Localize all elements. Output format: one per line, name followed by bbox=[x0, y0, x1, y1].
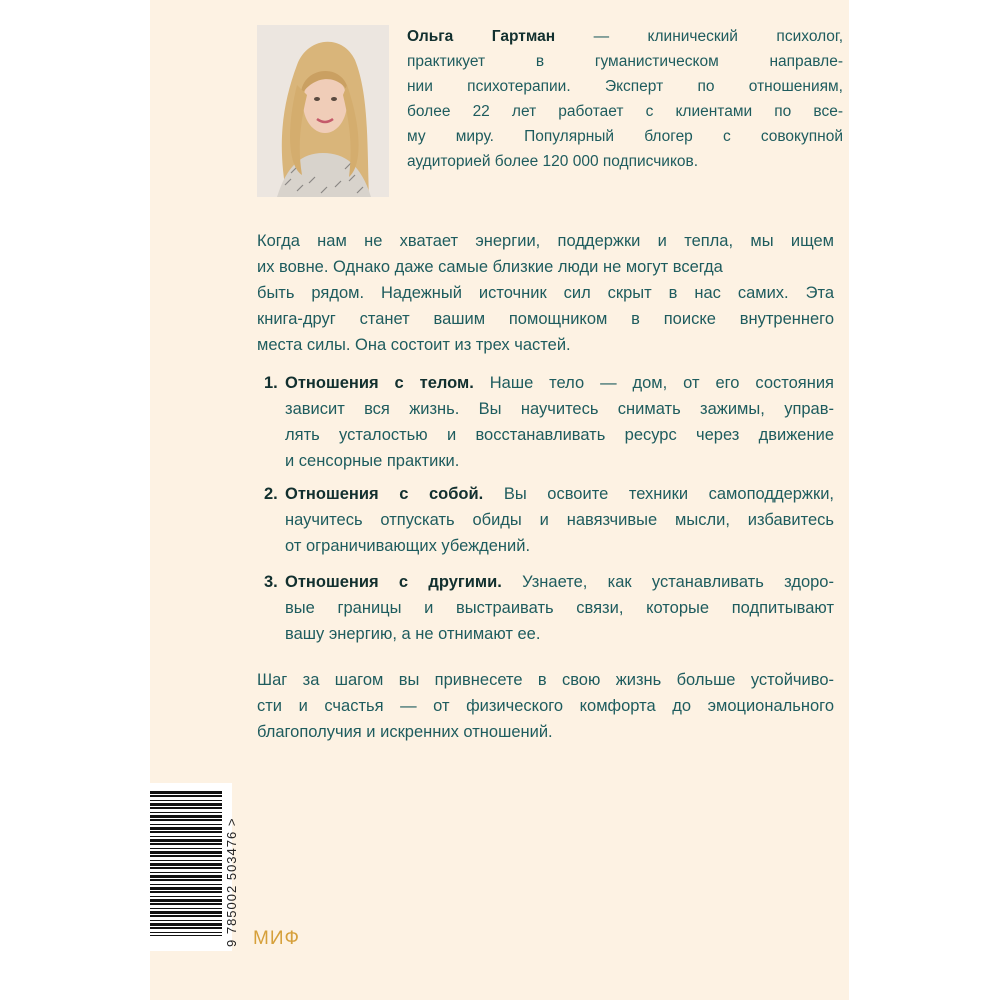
part-number: 2. bbox=[264, 485, 278, 503]
barcode-bar bbox=[150, 887, 222, 890]
barcode-bar bbox=[150, 836, 222, 837]
barcode-bar bbox=[150, 863, 222, 866]
author-name: Ольга Гартман bbox=[407, 28, 556, 45]
barcode-bar bbox=[150, 908, 222, 909]
barcode-bar bbox=[150, 843, 222, 845]
bio-line: аудиторией более 120 000 подписчиков. bbox=[407, 153, 699, 170]
intro-paragraph bbox=[257, 228, 834, 358]
barcode-bar bbox=[150, 896, 222, 897]
barcode-bar bbox=[150, 875, 222, 878]
part-line: Узнаете, как устанавливать здоро- bbox=[501, 573, 834, 591]
part-title: Отношения с собой. bbox=[285, 485, 484, 503]
barcode-bar bbox=[150, 800, 222, 801]
part-line: Вы освоите техники самоподдержки, bbox=[483, 485, 834, 503]
part-title: Отношения с телом. bbox=[285, 374, 474, 392]
barcode-bar bbox=[150, 791, 222, 794]
intro-line: Когда нам не хватает энергии, поддержки и тепла, мы ищем bbox=[257, 232, 834, 250]
barcode-bar bbox=[150, 899, 222, 902]
part-item-others bbox=[264, 569, 834, 647]
part-line: зависит вся жизнь. Вы научитесь снимать зажимы, управ- bbox=[285, 400, 834, 418]
barcode-bar bbox=[150, 807, 222, 809]
barcode-bars bbox=[150, 791, 222, 936]
part-line: вашу энергию, а не отнимают ее. bbox=[285, 625, 541, 643]
barcode-bar bbox=[150, 839, 222, 842]
barcode-bar bbox=[150, 819, 222, 821]
part-item-self bbox=[264, 481, 834, 559]
bio-line: практикует в гуманистическом направле- bbox=[407, 53, 843, 70]
barcode-bar bbox=[150, 872, 222, 873]
part-number: 1. bbox=[264, 374, 278, 392]
part-line: от ограничивающих убеждений. bbox=[285, 537, 531, 555]
barcode-bar bbox=[150, 932, 222, 933]
barcode-bar bbox=[150, 879, 222, 881]
bio-line: более 22 лет работает с клиентами по все- bbox=[407, 103, 843, 120]
outro-paragraph bbox=[257, 667, 834, 745]
barcode-bar bbox=[150, 935, 222, 936]
barcode-bar bbox=[150, 915, 222, 917]
barcode-bar bbox=[150, 812, 222, 813]
barcode-bar bbox=[150, 867, 222, 869]
barcode-bar bbox=[150, 903, 222, 905]
barcode-bar bbox=[150, 848, 222, 849]
intro-line: места силы. Она состоит из трех частей. bbox=[257, 336, 571, 354]
publisher-logo: МИФ bbox=[253, 928, 300, 949]
barcode-bar bbox=[150, 927, 222, 929]
bio-line: — клинический психолог, bbox=[555, 28, 843, 45]
part-line: вые границы и выстраивать связи, которые подпитывают bbox=[285, 599, 834, 617]
barcode-bar bbox=[150, 803, 222, 806]
author-bio bbox=[407, 24, 843, 174]
barcode-bar bbox=[150, 923, 222, 926]
barcode-bar bbox=[150, 827, 222, 830]
outro-line: благополучия и искренних отношений. bbox=[257, 723, 553, 741]
barcode-bar bbox=[150, 911, 222, 914]
intro-line: книга-друг станет вашим помощником в поиске внутреннего bbox=[257, 310, 834, 328]
intro-line: быть рядом. Надежный источник сил скрыт в нас самих. Эта bbox=[257, 284, 834, 302]
author-photo bbox=[257, 25, 389, 197]
barcode-bar bbox=[150, 851, 222, 854]
barcode-bar bbox=[150, 831, 222, 833]
isbn-number: 9 785002 503476 > bbox=[224, 817, 239, 947]
barcode-bar bbox=[150, 920, 222, 921]
outro-line: сти и счастья — от физического комфорта до эмоционального bbox=[257, 697, 834, 715]
barcode-bar bbox=[150, 891, 222, 893]
part-line: и сенсорные практики. bbox=[285, 452, 460, 470]
outro-line: Шаг за шагом вы привнесете в свою жизнь больше устойчиво- bbox=[257, 671, 834, 689]
part-line: Наше тело — дом, от его состояния bbox=[473, 374, 834, 392]
bio-line: му миру. Популярный блогер с совокупной bbox=[407, 128, 843, 145]
part-line: лять усталостью и восстанавливать ресурс через движение bbox=[285, 426, 834, 444]
part-title: Отношения с другими. bbox=[285, 573, 502, 591]
part-line: научитесь отпускать обиды и навязчивые мысли, избавитесь bbox=[285, 511, 834, 529]
barcode-bar bbox=[150, 884, 222, 885]
barcode-bar bbox=[150, 795, 222, 797]
barcode-bar bbox=[150, 815, 222, 818]
barcode-bar bbox=[150, 824, 222, 825]
part-item-body bbox=[264, 370, 834, 474]
part-number: 3. bbox=[264, 573, 278, 591]
intro-line: их вовне. Однако даже самые близкие люди не могут всегда bbox=[257, 258, 723, 276]
bio-line: нии психотерапии. Эксперт по отношениям, bbox=[407, 78, 843, 95]
barcode-bar bbox=[150, 860, 222, 861]
isbn-barcode bbox=[150, 783, 232, 951]
barcode-bar bbox=[150, 855, 222, 857]
